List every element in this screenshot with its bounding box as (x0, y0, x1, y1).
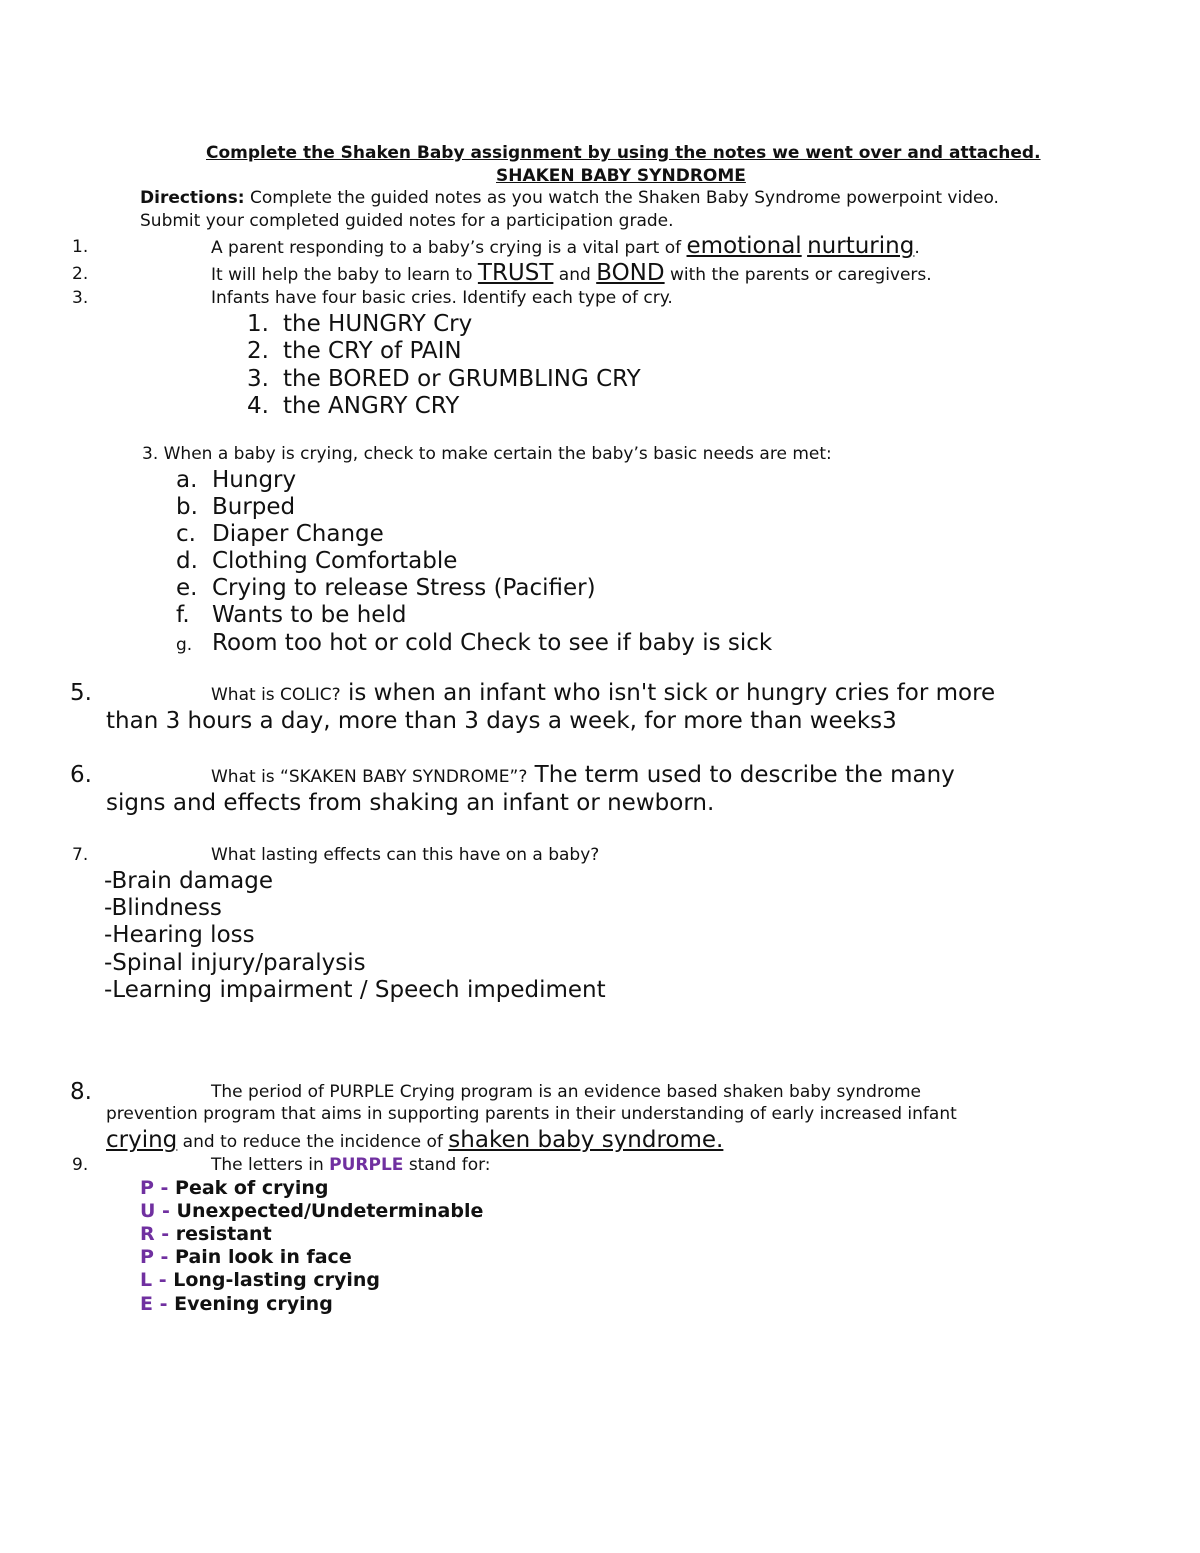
assignment-instruction: Complete the Shaken Baby assignment by using the notes we went over and attached. (206, 143, 1041, 163)
cry-item-text: the HUNGRY Cry (283, 311, 473, 337)
directions-text-2: Submit your completed guided notes for a participation grade. (140, 211, 674, 231)
q6-line (211, 762, 955, 788)
q2-answer-trust: TRUST (477, 260, 554, 286)
need-item-text: Wants to be held (212, 602, 407, 628)
q1-answer-nurturing: nurturing (807, 233, 915, 259)
cry-item-label: 1. (247, 311, 269, 337)
needs-question: 3. When a baby is crying, check to make certain the baby’s basic needs are met: (142, 444, 832, 464)
q5-answer: is when an infant who isn't sick or hungry cries for more (340, 680, 996, 706)
q5-number: 5. (70, 680, 92, 706)
q6-answer: The term used to describe the many (527, 762, 955, 788)
purple-item (140, 1200, 483, 1222)
need-item (176, 602, 406, 628)
purple-item (140, 1246, 352, 1268)
q8-mid: and to reduce the incidence of (177, 1132, 449, 1152)
cry-item (247, 311, 472, 337)
purple-item (140, 1177, 329, 1199)
q1-answer-emotional: emotional (686, 233, 802, 259)
q5-answer-cont: than 3 hours a day, more than 3 days a week, for more than weeks3 (106, 708, 897, 734)
cry-item-label: 3. (247, 366, 269, 392)
q2-line (211, 260, 932, 286)
effect-item: -Brain damage (104, 868, 274, 894)
need-item (176, 467, 296, 493)
purple-item (140, 1223, 272, 1245)
q3-number: 3. (72, 288, 89, 308)
q7-question: What lasting effects can this have on a baby? (211, 845, 600, 865)
need-item-label: b. (176, 494, 198, 520)
purple-item-letter: P - (140, 1177, 169, 1199)
q9-suffix: stand for: (403, 1155, 491, 1175)
cry-item-label: 4. (247, 393, 269, 419)
q1-number: 1. (72, 237, 89, 257)
need-item (176, 548, 457, 574)
need-item (176, 630, 772, 656)
cry-item (247, 338, 462, 364)
cry-item-text: the ANGRY CRY (283, 393, 460, 419)
directions-line (140, 188, 999, 208)
q9-line (211, 1155, 491, 1175)
need-item-label: d. (176, 548, 198, 574)
purple-item-text: Long-lasting crying (166, 1269, 381, 1291)
document-title: SHAKEN BABY SYNDROME (496, 166, 746, 186)
purple-item (140, 1269, 380, 1291)
cry-item-text: the CRY of PAIN (283, 338, 462, 364)
q8-line3 (106, 1127, 723, 1153)
q2-mid: and (553, 265, 597, 285)
q3-text: Infants have four basic cries. Identify each type of cry. (211, 288, 673, 308)
directions-text: Complete the guided notes as you watch the Shaken Baby Syndrome powerpoint video. (250, 188, 999, 208)
purple-item-text: Peak of crying (168, 1177, 329, 1199)
q2-number: 2. (72, 264, 89, 284)
need-item-text: Room too hot or cold Check to see if baby is sick (212, 630, 773, 656)
need-item-label: f. (176, 602, 190, 628)
q2-suffix: with the parents or caregivers. (664, 265, 932, 285)
q2-answer-bond: BOND (596, 260, 665, 286)
q1-line (211, 233, 920, 259)
q5-line (211, 680, 995, 706)
q1-prefix: A parent responding to a baby’s crying is a vital part of (211, 238, 687, 258)
q6-number: 6. (70, 762, 92, 788)
q6-answer-cont: signs and effects from shaking an infant or newborn. (106, 790, 715, 816)
purple-item-text: Unexpected/Undeterminable (169, 1200, 484, 1222)
purple-item-letter: E - (140, 1293, 168, 1315)
effect-item: -Hearing loss (104, 922, 255, 948)
q8-line1: The period of PURPLE Crying program is an evidence based shaken baby syndrome (211, 1082, 922, 1102)
q6-question: What is “SKAKEN BABY SYNDROME”? (211, 767, 528, 787)
need-item-text: Hungry (212, 467, 297, 493)
q8-number: 8. (70, 1079, 92, 1105)
need-item-label: a. (176, 467, 198, 493)
q9-number: 9. (72, 1155, 89, 1175)
purple-item-letter: L - (140, 1269, 167, 1291)
purple-item-letter: R - (140, 1223, 170, 1245)
purple-item-text: Pain look in face (168, 1246, 352, 1268)
cry-item-text: the BORED or GRUMBLING CRY (283, 366, 641, 392)
q8-answer-crying: crying (106, 1127, 178, 1153)
cry-item (247, 393, 459, 419)
need-item-text: Burped (212, 494, 296, 520)
effect-item: -Blindness (104, 895, 222, 921)
purple-item-text: Evening crying (167, 1293, 333, 1315)
purple-item (140, 1293, 333, 1315)
q1-suffix: . (914, 238, 920, 258)
effect-item: -Learning impairment / Speech impediment (104, 977, 606, 1003)
need-item-text: Clothing Comfortable (212, 548, 458, 574)
q2-prefix: It will help the baby to learn to (211, 265, 478, 285)
purple-item-letter: U - (140, 1200, 170, 1222)
need-item (176, 521, 384, 547)
need-item-label: c. (176, 521, 196, 547)
need-item-label: e. (176, 575, 198, 601)
q8-answer-sbs: shaken baby syndrome. (448, 1127, 724, 1153)
need-item (176, 575, 596, 601)
purple-word: PURPLE (329, 1155, 404, 1175)
need-item-text: Diaper Change (212, 521, 384, 547)
need-item-label: g. (176, 635, 193, 655)
need-item-text: Crying to release Stress (Pacifier) (212, 575, 596, 601)
purple-item-text: resistant (169, 1223, 272, 1245)
directions-label: Directions: (140, 188, 245, 208)
effect-item: -Spinal injury/paralysis (104, 950, 366, 976)
q5-question: What is COLIC? (211, 685, 341, 705)
purple-item-letter: P - (140, 1246, 169, 1268)
q9-prefix: The letters in (211, 1155, 330, 1175)
cry-item (247, 366, 641, 392)
q7-number: 7. (72, 845, 89, 865)
q8-line2: prevention program that aims in supporting parents in their understanding of early increased infant (106, 1104, 957, 1124)
need-item (176, 494, 295, 520)
cry-item-label: 2. (247, 338, 269, 364)
